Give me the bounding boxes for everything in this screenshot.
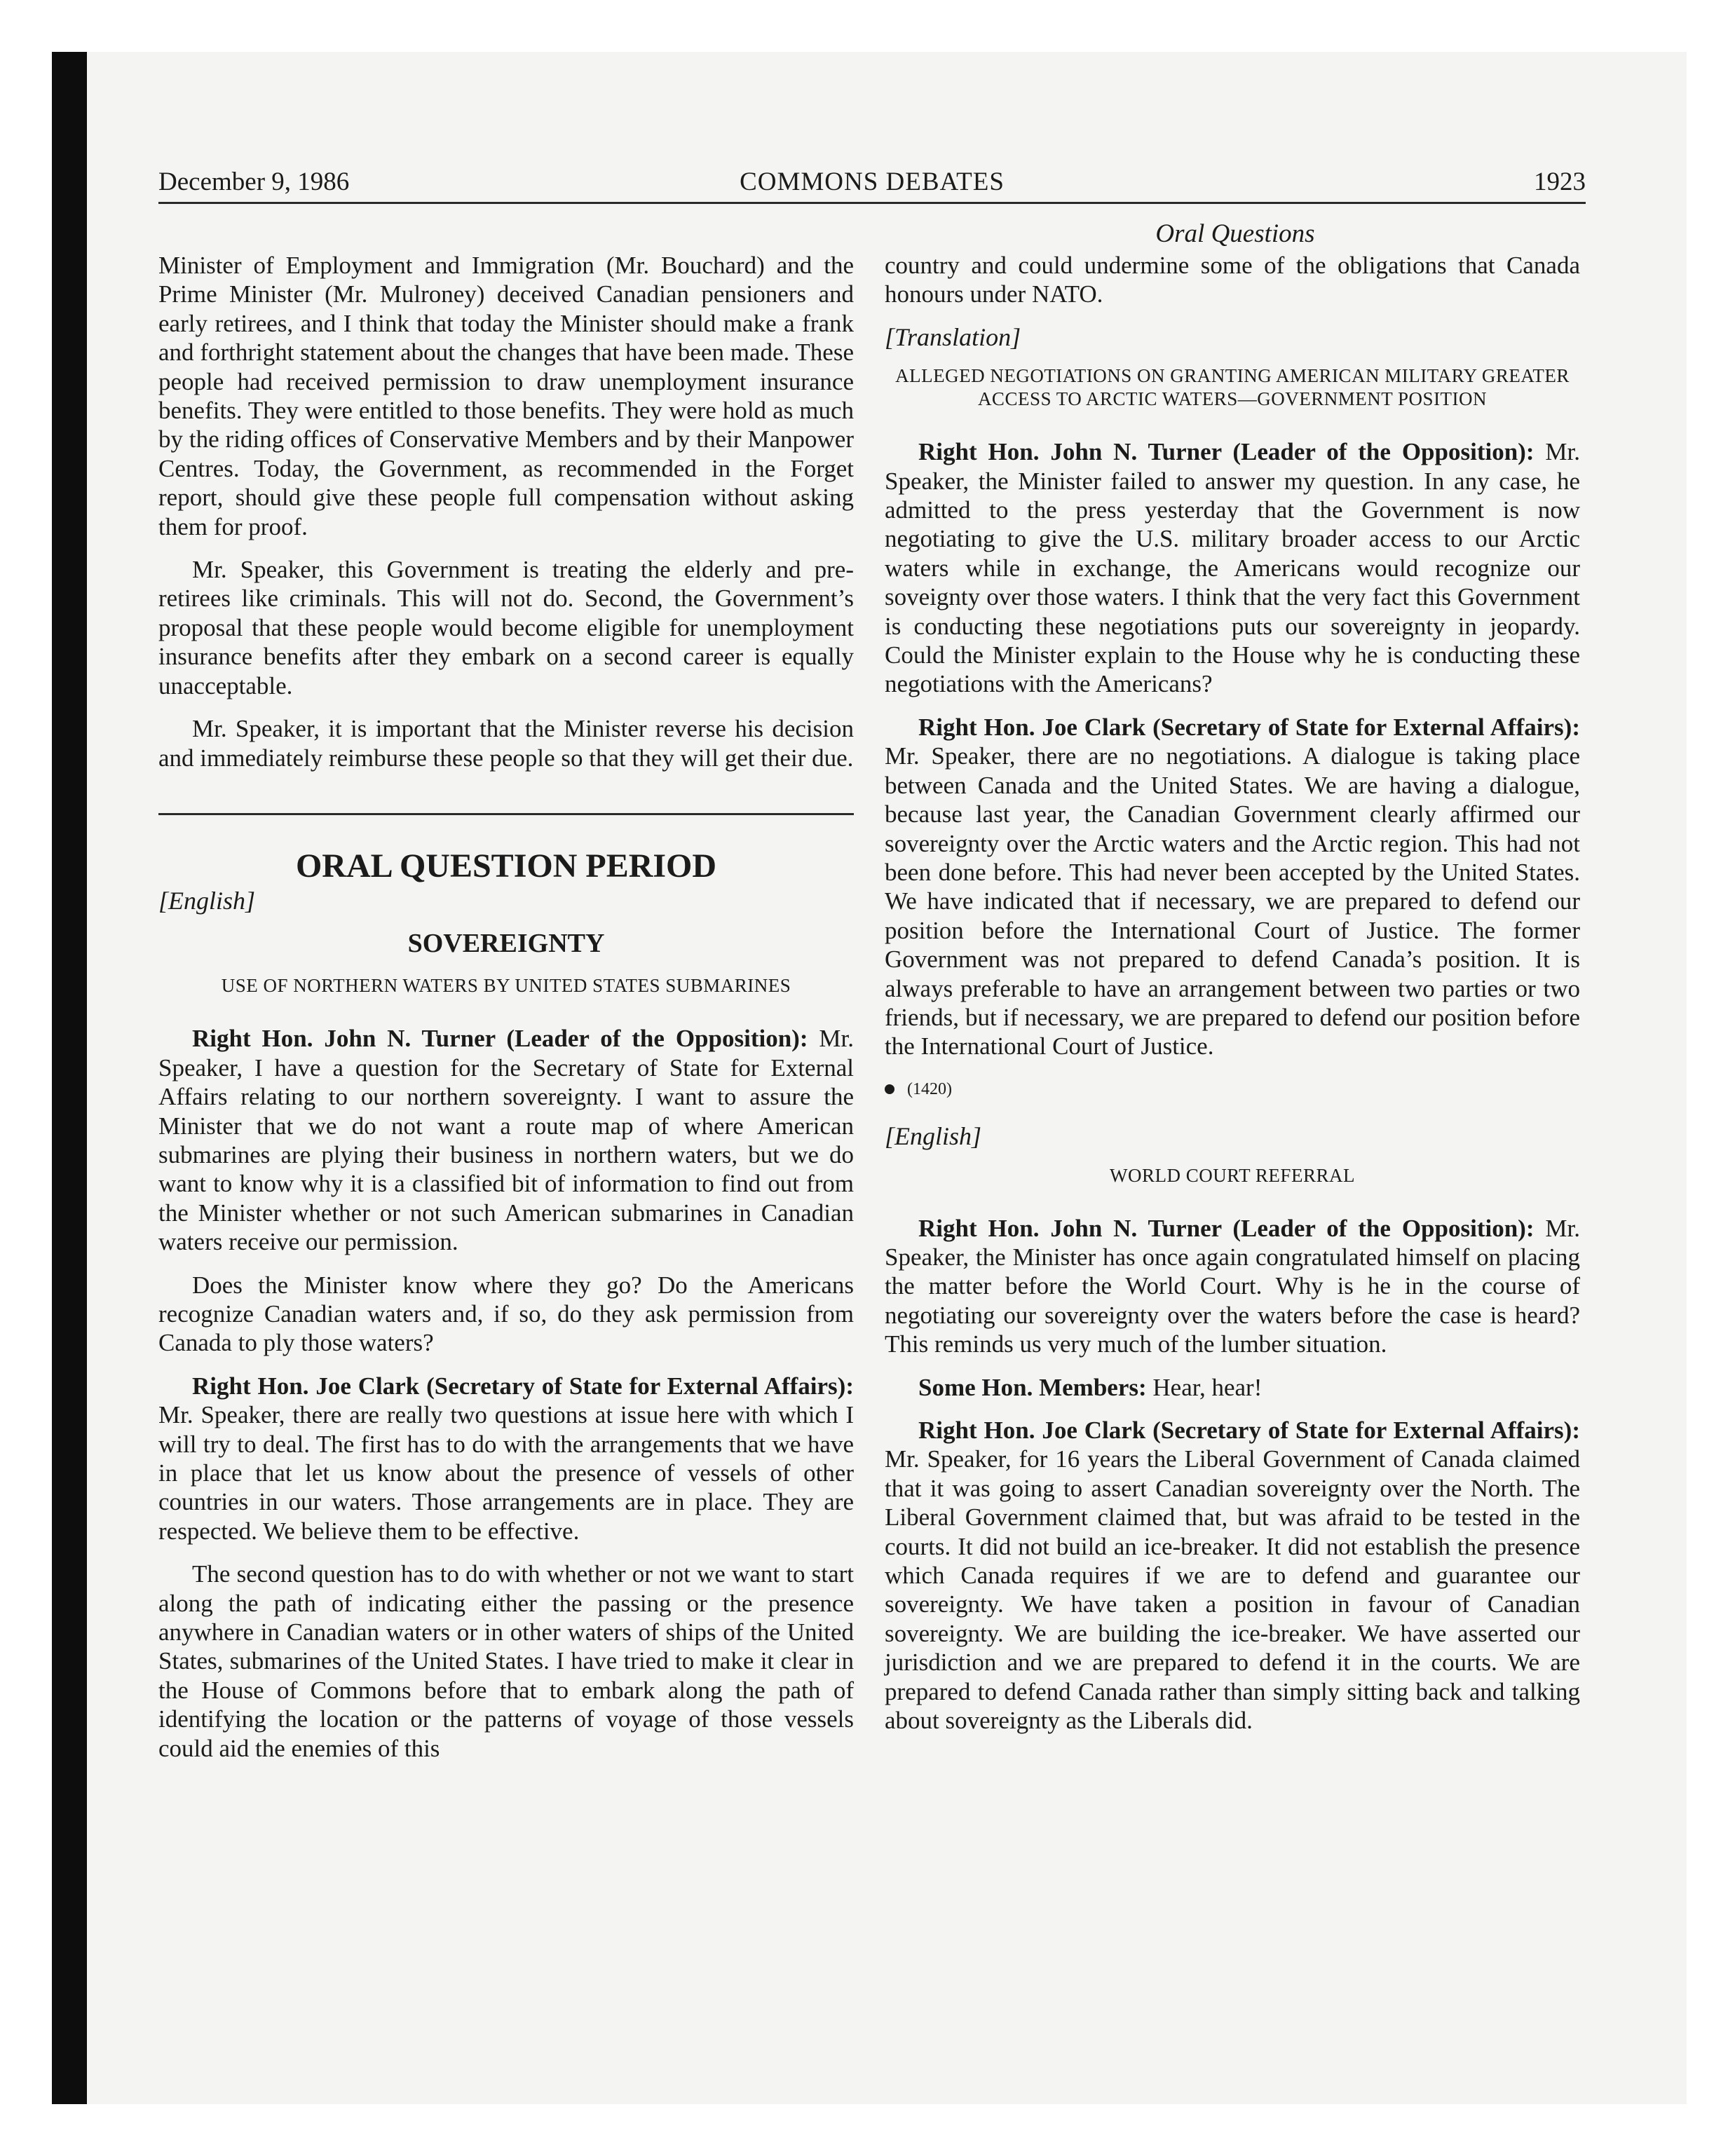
speech-paragraph (158, 1372, 854, 1546)
subject-heading: WORLD COURT REFERRAL (1110, 1164, 1355, 1186)
header-date: December 9, 1986 (158, 168, 350, 196)
bullet-icon (885, 1084, 894, 1094)
left-column (158, 251, 854, 1777)
speech-text: Mr. Speaker, the Minister has once again congratulated himself on placing the matter before the World Court. Why is he in the course of negotiating our sovereignty over the waters before the case is heard? This reminds us very much of the lumber situation. (885, 1214, 1580, 1358)
paragraph: country and could undermine some of the obligations that Canada honours under NATO. (885, 252, 1580, 308)
speaker-name: Right Hon. Joe Clark (Secretary of State for External Affairs): (192, 1372, 854, 1400)
topic-heading: SOVEREIGNTY (407, 929, 605, 959)
scan-edge-bar (52, 52, 87, 2104)
language-tag: [English] (158, 886, 256, 915)
speech-text: Mr. Speaker, the Minister failed to answer my question. In any case, he admitted to the press yesterday that the Government is now negotiating to give the U.S. military broader access to our Arctic waters while in exchange, the Americans would recognize our soveignty over those waters. I think that the very fact this Government is conducting these negotiations puts our sovereignty in jeopardy. Could the Minister explain to the House why he is conducting these negotiations with the Americans? (885, 438, 1580, 698)
translation-tag: [Translation] (885, 322, 1021, 351)
speech-text: Mr. Speaker, there are no negotiations. A dialogue is taking place between Canada and the United States. We are having a dialogue, because last year, the Canadian Government clearly affirmed our sovereignty over the Arctic waters and the Arctic region. This had not been done before. This had never been accepted by the United States. We have indicated that if necessary, we are prepared to defend our position before the International Court of Justice. The former Government was not prepared to defend Canada’s position. It is always preferable to have an arrangement between two parties or two friends, but if necessary, we are prepared to defend our position before the International Court of Justice. (885, 742, 1580, 1060)
section-heading: ORAL QUESTION PERIOD (295, 847, 717, 885)
header-publication: COMMONS DEBATES (740, 168, 1005, 196)
speech-paragraph (885, 1373, 1580, 1402)
speaker-name: Right Hon. Joe Clark (Secretary of State for External Affairs): (918, 1417, 1580, 1444)
right-column (885, 251, 1580, 1749)
header-page-number: 1923 (1534, 168, 1586, 196)
language-tag: [English] (885, 1122, 982, 1151)
speaker-name: Some Hon. Members: (918, 1373, 1147, 1401)
speech-paragraph (885, 713, 1580, 1061)
paragraph: Minister of Employment and Immigration (Mr. Bouchard) and the Prime Minister (Mr. Mulroney) deceived Canadian pensioners and early retirees, and I think that today the Minister should make a frank and forthright statement about the changes that have been made. These people had received permission to draw unemployment insurance benefits. They were entitled to those benefits. They were hold as much by the riding offices of Conservative Members and by their Manpower Centres. Today, the Government, as recommended in the Forget report, should give these people full compensation without asking them for proof. (158, 252, 854, 540)
section-divider (158, 813, 854, 815)
speech-text: Mr. Speaker, for 16 years the Liberal Government of Canada claimed that it was going to assert Canadian sovereignty over the North. The Liberal Government claimed that, but was afraid to be tested in the courts. It did not build an ice-breaker. It did not establish the presence which Canada requires if we are to defend and guarantee our sovereignty. We have taken a position in favour of Canadian sovereignty. We are building the ice-breaker. We have asserted our jurisdiction and we are prepared to defend it in the courts. We are prepared to defend Canada rather than simply sitting back and talking about sovereignty as the Liberals did. (885, 1445, 1580, 1735)
speaker-name: Right Hon. John N. Turner (Leader of the Opposition): (192, 1025, 808, 1053)
paragraph: The second question has to do with whether or not we want to start along the path of indicating either the passing or the presence anywhere in Canadian waters or in other waters of ships of the United States, submarines of the United States. I have tried to make it clear in the House of Commons before that to embark along the path of identifying the location or the patterns of voyage of those vessels could aid the enemies of this (158, 1560, 854, 1762)
speaker-name: Right Hon. John N. Turner (Leader of the Opposition): (918, 438, 1535, 466)
speech-text: Mr. Speaker, I have a question for the Secretary of State for External Affairs relating to our northern sovereignty. I want to assure the Minister that we do not want a route map of where American submarines are plying their business in northern waters, but we do want to know why it is a classified bit of information to find out from the Minister whether or not such American submarines in Canadian waters receive our permission. (158, 1025, 854, 1256)
speech-paragraph (158, 1024, 854, 1256)
section-label: Oral Questions (1155, 219, 1315, 248)
speech-paragraph (885, 1416, 1580, 1735)
subject-heading: ALLEGED NEGOTIATIONS ON GRANTING AMERICAN MILITARY GREATER ACCESS TO ARCTIC WATERS—GOVERNMENT POSITION (895, 365, 1570, 410)
speech-text: Mr. Speaker, there are really two questions at issue here with which I will try to deal. The first has to do with the arrangements that we have in place that let us know about the presence of vessels of other countries in our waters. Those arrangements are in place. They are respected. We believe them to be effective. (158, 1401, 854, 1545)
speaker-name: Right Hon. John N. Turner (Leader of the Opposition): (918, 1214, 1535, 1242)
paragraph: Mr. Speaker, this Government is treating the elderly and pre-retirees like criminals. This will not do. Second, the Government’s proposal that these people would become eligible for unemployment insurance benefits after they embark on a second career is equally unacceptable. (158, 556, 854, 700)
speaker-name: Right Hon. Joe Clark (Secretary of State for External Affairs): (918, 713, 1580, 741)
time-marker (885, 1075, 1580, 1104)
time-marker-text: (1420) (907, 1079, 952, 1098)
paragraph: Mr. Speaker, it is important that the Minister reverse his decision and immediately reimburse these people so that they will get their due. (158, 715, 854, 772)
subject-heading: USE OF NORTHERN WATERS BY UNITED STATES SUBMARINES (221, 975, 791, 997)
running-header (158, 163, 1586, 204)
paragraph: Does the Minister know where they go? Do the Americans recognize Canadian waters and, if so, do they ask permission from Canada to ply those waters? (158, 1271, 854, 1357)
speech-text: Hear, hear! (1146, 1373, 1263, 1401)
speech-paragraph (885, 1214, 1580, 1359)
speech-paragraph (885, 437, 1580, 699)
